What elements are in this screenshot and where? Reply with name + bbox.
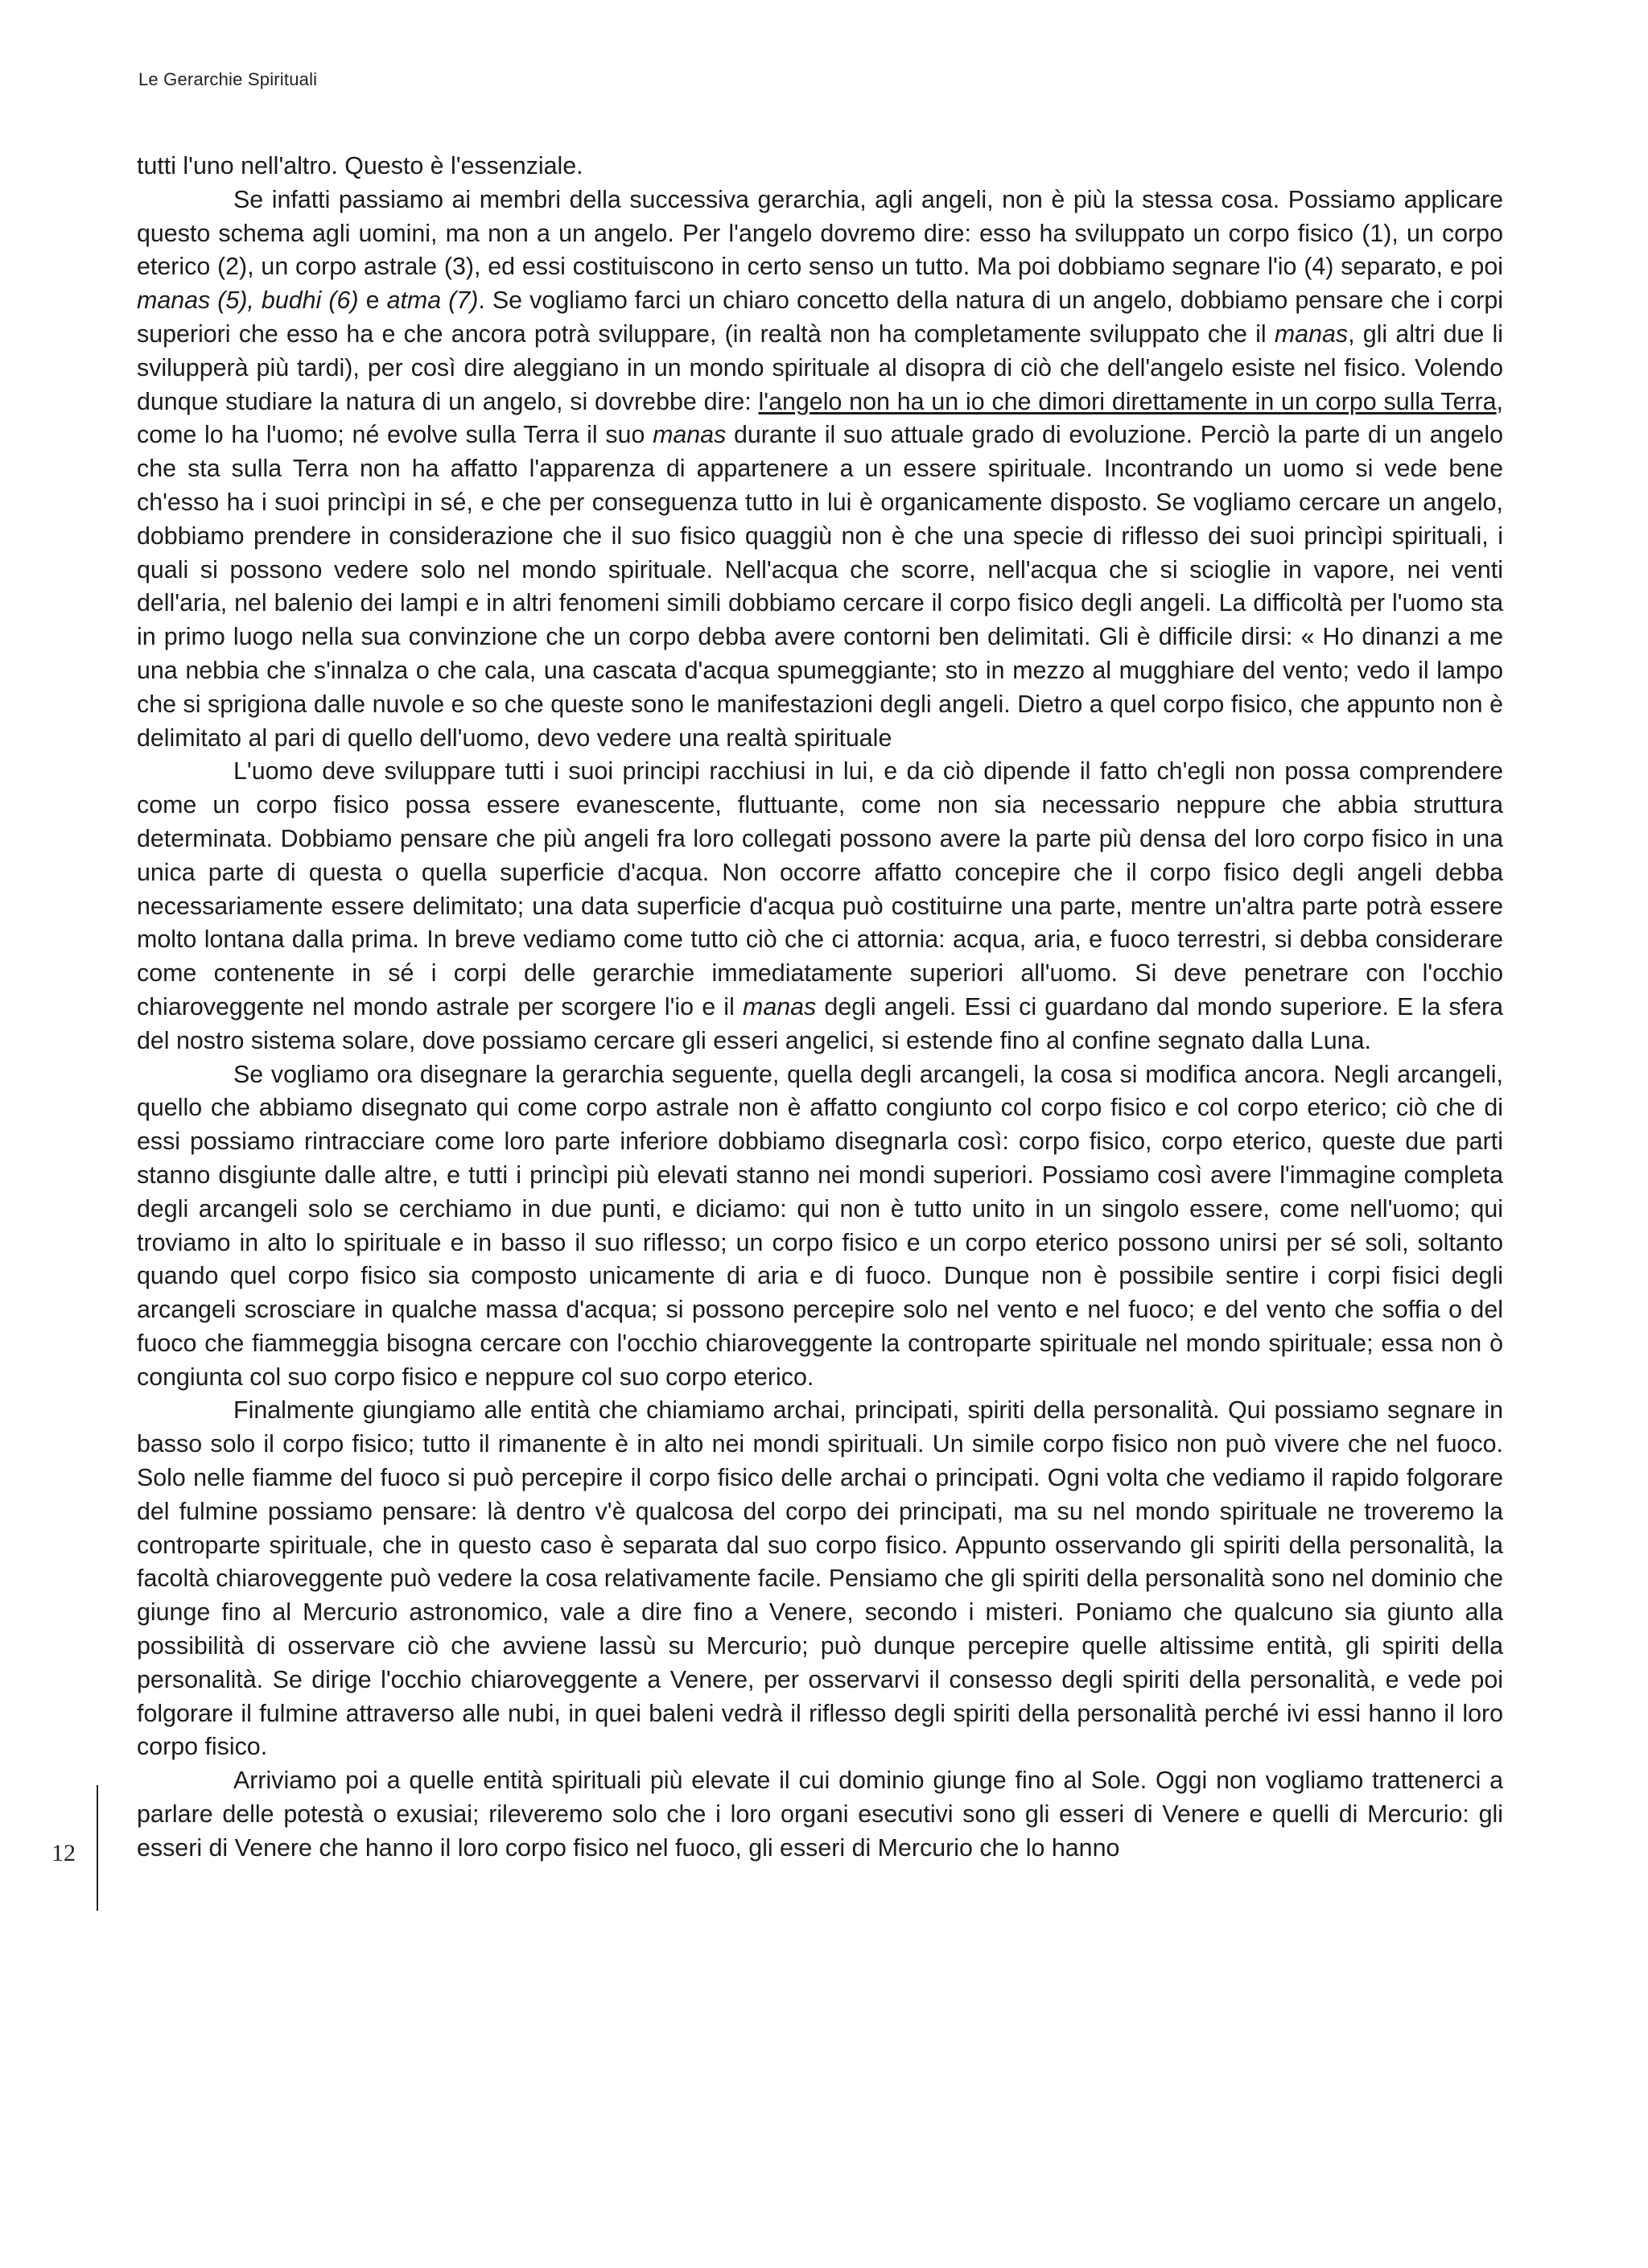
paragraph-3-part-a: L'uomo deve sviluppare tutti i suoi principi racchiusi in lui, e da ciò dipende il fatto ch'egli non possa comprendere come un corpo fisico possa essere evanescente, fluttuante, come non sia necessario neppure che abbia struttura determinata. Dobbiamo pensare che più angeli fra loro collegati possono avere la parte più densa del loro corpo fisico in una unica parte di questa o quella superficie d'acqua. Non occorre affatto concepire che il corpo fisico degli angeli debba necessariamente essere delimitato; una data superficie d'acqua può costituirne una parte, mentre un'altra parte potrà essere molto lontana dalla prima. In breve vediamo come tutto ciò che ci attornia: acqua, aria, e fuoco terrestri, si debba considerare come contenente in sé i corpi delle gerarchie immediatamente superiori all'uomo. Si deve penetrare con l'occhio chiaroveggente nel mondo astrale per scorgere l'io e il	[137, 757, 1503, 1021]
paragraph-2-underlined-sentence: l'angelo non ha un io che dimori direttamente in un corpo sulla Terra	[758, 387, 1497, 415]
paragraph-3-italic-manas: manas	[743, 992, 817, 1021]
paragraph-2-italic-atma: atma (7)	[386, 287, 479, 315]
paragraph-2	[137, 184, 1503, 756]
paragraph-1: tutti l'uno nell'altro. Questo è l'essenziale.	[137, 152, 583, 179]
page-body	[137, 150, 1503, 1866]
paragraph-2-part-e: , come lo ha l'uomo; né evolve sulla Terra il suo	[137, 387, 1503, 449]
paragraph-2-italic-manas-2: manas	[653, 421, 727, 449]
running-header: Le Gerarchie Spirituali	[138, 69, 318, 89]
paragraph-3-part-b: degli angeli. Essi ci guardano dal mondo superiore. E la sfera del nostro sistema solare, dove possiamo cercare gli esseri angelici, si estende fino al confine segnato dalla Luna.	[137, 992, 1503, 1054]
paragraph-2-part-a: Se infatti passiamo ai membri della successiva gerarchia, agli angeli, non è più la stessa cosa. Possiamo applicare questo schema agli uomini, ma non a un angelo. Per l'angelo dovremo dire: esso ha sviluppato un corpo fisico (1), un corpo eterico (2), un corpo astrale (3), ed essi costituiscono in certo senso un tutto. Ma poi dobbiamo segnare l'io (4) separato, e poi	[137, 185, 1503, 281]
paragraph-2-italic-manas: manas	[1274, 320, 1349, 348]
margin-rule	[97, 1785, 98, 1911]
paragraph-2-italic-manas-budhi: manas (5), budhi (6)	[137, 287, 359, 315]
page-number: 12	[52, 1840, 76, 1866]
paragraph-3	[137, 755, 1503, 1058]
paragraph-2-part-b: e	[358, 287, 387, 315]
paragraph-6: Arriviamo poi a quelle entità spirituali più elevate il cui dominio giunge fino al Sole. Oggi non vogliamo trattenerci a parlare delle potestà o exusiai; rileveremo solo che i loro organi esecutivi sono gli esseri di Venere e quelli di Mercurio: gli esseri di Venere che hanno il loro corpo fisico nel fuoco, gli esseri di Mercurio che lo hanno	[137, 1767, 1503, 1862]
paragraph-2-part-f: durante il suo attuale grado di evoluzione. Perciò la parte di un angelo che sta sulla Terra non ha affatto l'apparenza di appartenere a un essere spirituale. Incontrando un uomo si vede bene ch'esso ha i suoi princìpi in sé, e che per conseguenza tutto in lui è organicamente disposto. Se vogliamo cercare un angelo, dobbiamo prendere in considerazione che il suo fisico quaggiù non è che una specie di riflesso dei suoi princìpi spirituali, i quali si possono vedere solo nel mondo spirituale. Nell'acqua che scorre, nell'acqua che si scioglie in vapore, nei venti dell'aria, nel balenio dei lampi e in altri fenomeni simili dobbiamo cercare il corpo fisico degli angeli. La difficoltà per l'uomo sta in primo luogo nella sua convinzione che un corpo debba avere contorni ben delimitati. Gli è difficile dirsi: « Ho dinanzi a me una nebbia che s'innalza o che cala, una cascata d'acqua spumeggiante; sto in mezzo al mugghiare del vento; vedo il lampo che si sprigiona dalle nuvole e so che queste sono le manifestazioni degli angeli. Dietro a quel corpo fisico, che appunto non è delimitato al pari di quello dell'uomo, devo vedere una realtà spirituale	[137, 421, 1504, 752]
paragraph-2-part-d: , gli altri due li svilupperà più tardi), per così dire aleggiano in un mondo spirituale al disopra di ciò che dell'angelo esiste nel fisico. Volendo dunque studiare la natura di un angelo, si dovrebbe dire:	[137, 320, 1504, 415]
paragraph-4: Se vogliamo ora disegnare la gerarchia seguente, quella degli arcangeli, la cosa si modifica ancora. Negli arcangeli, quello che abbiamo disegnato qui come corpo astrale non è affatto congiunto col corpo fisico e col corpo eterico; ciò che di essi possiamo rintracciare come loro parte inferiore dobbiamo disegnarla così: corpo fisico, corpo eterico, queste due parti stanno disgiunte dalle altre, e tutti i princìpi più elevati stanno nei mondi superiori. Possiamo così avere l'immagine completa degli arcangeli solo se cerchiamo in due punti, e diciamo: qui non è tutto unito in un singolo essere, come nell'uomo; qui troviamo in alto lo spirituale e in basso il suo riflesso; un corpo fisico e un corpo eterico possono unirsi per sé soli, soltanto quando quel corpo fisico sia composto unicamente di aria e di fuoco. Dunque non è possibile sentire i corpi fisici degli arcangeli scrosciare in qualche massa d'acqua; si possono percepire solo nel vento e nel fuoco; e del vento che soffia o del fuoco che fiammeggia bisogna cercare con l'occhio chiaroveggente la controparte spirituale nel mondo spirituale; essa non ò congiunta col suo corpo fisico e neppure col suo corpo eterico.	[137, 1060, 1503, 1391]
paragraph-2-part-c: . Se vogliamo farci un chiaro concetto della natura di un angelo, dobbiamo pensare che i corpi superiori che esso ha e che ancora potrà sviluppare, (in realtà non ha completamente sviluppato che il	[137, 287, 1503, 348]
paragraph-5: Finalmente giungiamo alle entità che chiamiamo archai, principati, spiriti della personalità. Qui possiamo segnare in basso solo il corpo fisico; tutto il rimanente è in alto nei mondi spirituali. Un simile corpo fisico non può vivere che nel fuoco. Solo nelle fiamme del fuoco si può percepire il corpo fisico delle archai o principati. Ogni volta che vediamo il rapido folgorare del fulmine possiamo pensare: là dentro v'è qualcosa del corpo dei principati, ma su nel mondo spirituale ne troveremo la controparte spirituale, che in questo caso è separata dal suo corpo fisico. Appunto osservando gli spiriti della personalità, la facoltà chiaroveggente può vedere la cosa relativamente facile. Pensiamo che gli spiriti della personalità sono nel dominio che giunge fino al Mercurio astronomico, vale a dire fino a Venere, secondo i misteri. Poniamo che qualcuno sia giunto alla possibilità di osservare ciò che avviene lassù su Mercurio; può dunque percepire quelle altissime entità, gli spiriti della personalità. Se dirige l'occhio chiaroveggente a Venere, per osservarvi il consesso degli spiriti della personalità, e vede poi folgorare il fulmine attraverso alle nubi, in quei baleni vedrà il riflesso degli spiriti della personalità perché ivi essi hanno il loro corpo fisico.	[137, 1396, 1503, 1761]
